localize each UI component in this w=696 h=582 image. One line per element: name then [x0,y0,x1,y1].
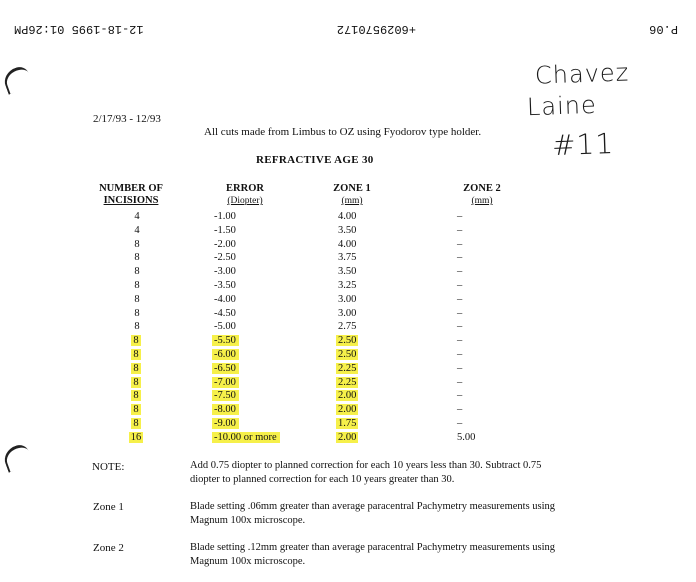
zone2-cell [457,376,462,390]
error-cell-value: -10.00 or more [212,432,280,443]
zone1-cell [338,334,358,348]
table-row [0,431,696,445]
zone1-cell [338,376,358,390]
error-cell-value: -5.00 [214,321,236,333]
error-cell [214,348,239,362]
incisions-cell-value: 4 [134,224,140,236]
incisions-cell [125,376,149,390]
incisions-cell-value: 8 [134,266,140,278]
zone1-cell-value: 3.00 [338,307,357,319]
hole-punch-mark [1,64,33,95]
zone2-cell-value: – [457,348,463,360]
column-header-line: ERROR [226,183,264,194]
zone1-cell-value: 2.00 [338,431,357,443]
handwritten-name-line1: Chavez [534,58,630,90]
column-header-line: ZONE 2 [463,183,501,194]
error-cell-value: -1.00 [214,211,236,222]
zone2-cell [457,251,462,265]
zone1-cell [338,251,356,265]
column-header-error [205,183,285,207]
zone1-cell [338,210,356,224]
fax-page-number: P.06 [649,22,678,36]
table-row [0,348,696,362]
incisions-cell-value: 8 [133,404,139,416]
error-cell [214,251,236,265]
zone1-cell [338,417,358,431]
zone2-cell [457,279,462,293]
table-row [0,265,696,279]
zone1-cell [338,403,358,417]
error-cell-value: -7.50 [212,390,239,401]
zone1-cell-value: 2.00 [338,404,357,416]
zone1-cell [338,348,358,362]
column-header-line: INCISIONS [103,195,159,206]
zone1-cell [338,389,358,403]
table-row [0,320,696,334]
note-line: diopter to planned correction for each 10 years greater than 30. [190,474,455,485]
error-cell-value: -5.50 [212,335,239,346]
zone2-cell [457,348,462,362]
column-header-line: ZONE 1 [333,183,371,194]
zone2-cell [457,293,462,307]
error-cell-value: -6.50 [212,363,239,374]
zone1-cell [338,431,358,445]
column-header-incisions [93,183,169,207]
zone1-cell-value: 2.50 [338,335,357,347]
incisions-cell-value: 8 [133,348,139,360]
zone1-cell-value: 4.00 [338,211,357,222]
incisions-cell [125,417,149,431]
table-row [0,293,696,307]
incisions-cell [125,265,149,279]
zone1-cell-value: 3.00 [338,293,357,305]
error-cell [214,362,239,376]
incisions-cell-value: 8 [134,279,140,291]
error-cell [214,265,236,279]
document-subtitle: All cuts made from Limbus to OZ using Fyodorov type holder. [204,126,482,138]
note-line: Add 0.75 diopter to planned correction for each 10 years less than 30. Subtract 0.75 [190,460,542,471]
column-header-zone1 [327,183,377,207]
zone2-cell-value: – [457,390,463,402]
date-range: 2/17/93 - 12/93 [93,113,161,125]
error-cell-value: -3.00 [214,266,236,278]
hole-punch-mark [1,442,33,473]
error-cell [214,224,236,238]
zone2-cell-value: – [457,279,463,291]
zone2-cell-value: – [457,266,463,278]
error-cell [214,417,239,431]
incisions-cell [125,389,149,403]
zone2-cell-value: – [457,224,463,236]
zone2-label: Zone 2 [93,542,124,554]
zone1-line: Magnum 100x microscope. [190,515,306,526]
incisions-cell [125,320,149,334]
column-header-unit: (mm) [341,196,363,206]
error-cell [214,389,239,403]
fax-timestamp: 12-18-1995 01:26PM [14,22,144,36]
zone2-cell [457,403,462,417]
zone2-cell-value: – [457,362,463,374]
incisions-cell [125,348,149,362]
error-cell [214,334,239,348]
table-row [0,210,696,224]
incisions-cell [125,238,149,252]
zone1-cell [338,279,356,293]
incisions-cell-value: 16 [130,431,142,443]
zone1-cell-value: 1.75 [338,417,357,429]
table-row [0,238,696,252]
fax-header [14,18,678,36]
incisions-cell-value: 8 [134,293,140,305]
zone2-cell-value: – [457,252,463,264]
zone2-cell-value: – [457,211,463,222]
zone2-line: Magnum 100x microscope. [190,556,306,567]
section-title: REFRACTIVE AGE 30 [256,154,374,166]
incisions-cell [125,334,149,348]
zone1-cell-value: 3.25 [338,279,357,291]
error-cell [214,320,236,334]
zone2-cell-value: – [457,376,463,388]
zone2-cell [457,431,475,445]
zone2-cell [457,389,462,403]
zone2-text [190,541,555,569]
incisions-cell-value: 8 [133,335,139,347]
zone2-cell [457,362,462,376]
zone1-cell [338,238,356,252]
zone2-cell-value: 5.00 [457,431,476,443]
zone2-cell-value: – [457,307,463,319]
error-cell [214,403,239,417]
error-cell-value: -9.00 [212,418,239,429]
incisions-cell [125,362,149,376]
zone2-line: Blade setting .12mm greater than average paracentral Pachymetry measurements using [190,542,556,553]
table-row [0,279,696,293]
zone1-cell [338,293,356,307]
incisions-cell [125,251,149,265]
zone1-cell-value: 2.25 [338,362,357,374]
incisions-cell [125,307,149,321]
zone2-cell-value: – [457,417,463,429]
zone1-cell [338,224,356,238]
zone1-cell-value: 2.50 [338,348,357,360]
zone1-cell-value: 4.00 [338,238,357,250]
zone1-cell-value: 3.50 [338,224,357,236]
column-header-line: NUMBER OF [99,183,163,194]
incisions-cell-value: 8 [133,362,139,374]
error-cell [214,210,236,224]
zone1-cell-value: 2.25 [338,376,357,388]
zone1-cell [338,265,356,279]
incisions-cell-value: 8 [133,417,139,429]
zone1-cell [338,320,356,334]
error-cell-value: -4.50 [214,307,236,319]
error-cell [214,431,280,445]
zone2-cell-value: – [457,238,463,250]
incisions-cell [125,224,149,238]
error-cell-value: -4.00 [214,293,236,305]
error-cell-value: -2.50 [214,252,236,264]
zone1-cell-value: 3.75 [338,252,357,264]
table-row [0,334,696,348]
zone1-line: Blade setting .06mm greater than average paracentral Pachymetry measurements using [190,501,556,512]
note-text [190,459,541,487]
zone2-cell [457,417,462,431]
incisions-cell-value: 4 [134,211,140,222]
incisions-cell-value: 8 [134,307,140,319]
error-cell-value: -8.00 [212,404,239,415]
incisions-cell-value: 8 [133,376,139,388]
error-cell-value: -6.00 [212,349,239,360]
incisions-cell-value: 8 [133,390,139,402]
zone1-cell [338,362,358,376]
table-row [0,251,696,265]
error-cell [214,238,236,252]
zone1-label: Zone 1 [93,501,124,513]
zone2-cell-value: – [457,404,463,416]
error-cell-value: -2.00 [214,238,236,250]
incisions-cell [125,403,149,417]
incisions-cell [125,293,149,307]
zone2-cell-value: – [457,335,463,347]
table-row [0,362,696,376]
fax-phone-number: +6029570172 [336,22,416,36]
zone2-cell [457,224,462,238]
error-cell-value: -7.00 [212,377,239,388]
table-row [0,376,696,390]
zone2-cell [457,334,462,348]
table-row [0,417,696,431]
error-cell [214,376,239,390]
error-cell-value: -3.50 [214,279,236,291]
table-row [0,224,696,238]
zone1-cell [338,307,356,321]
column-header-unit: (Diopter) [227,196,263,206]
zone2-cell [457,320,462,334]
incisions-cell [125,279,149,293]
zone1-cell-value: 2.75 [338,321,357,333]
error-cell [214,279,236,293]
table-row [0,307,696,321]
zone2-cell [457,307,462,321]
handwritten-name-line2: Laine [526,90,598,122]
zone1-text [190,500,555,528]
error-cell [214,293,236,307]
note-label: NOTE: [92,461,125,473]
zone2-cell [457,210,462,224]
zone1-cell-value: 2.00 [338,390,357,402]
table-row [0,403,696,417]
refractive-table [0,210,696,445]
zone2-cell [457,265,462,279]
handwritten-number: #11 [551,126,615,163]
column-header-zone2 [452,183,512,207]
error-cell-value: -1.50 [214,224,236,236]
zone2-cell [457,238,462,252]
incisions-cell [125,431,149,445]
zone2-cell-value: – [457,321,463,333]
incisions-cell-value: 8 [134,238,140,250]
incisions-cell [125,210,149,224]
incisions-cell-value: 8 [134,252,140,264]
table-row [0,389,696,403]
zone1-cell-value: 3.50 [338,266,357,278]
incisions-cell-value: 8 [134,321,140,333]
zone2-cell-value: – [457,293,463,305]
error-cell [214,307,236,321]
column-header-unit: (mm) [471,196,493,206]
